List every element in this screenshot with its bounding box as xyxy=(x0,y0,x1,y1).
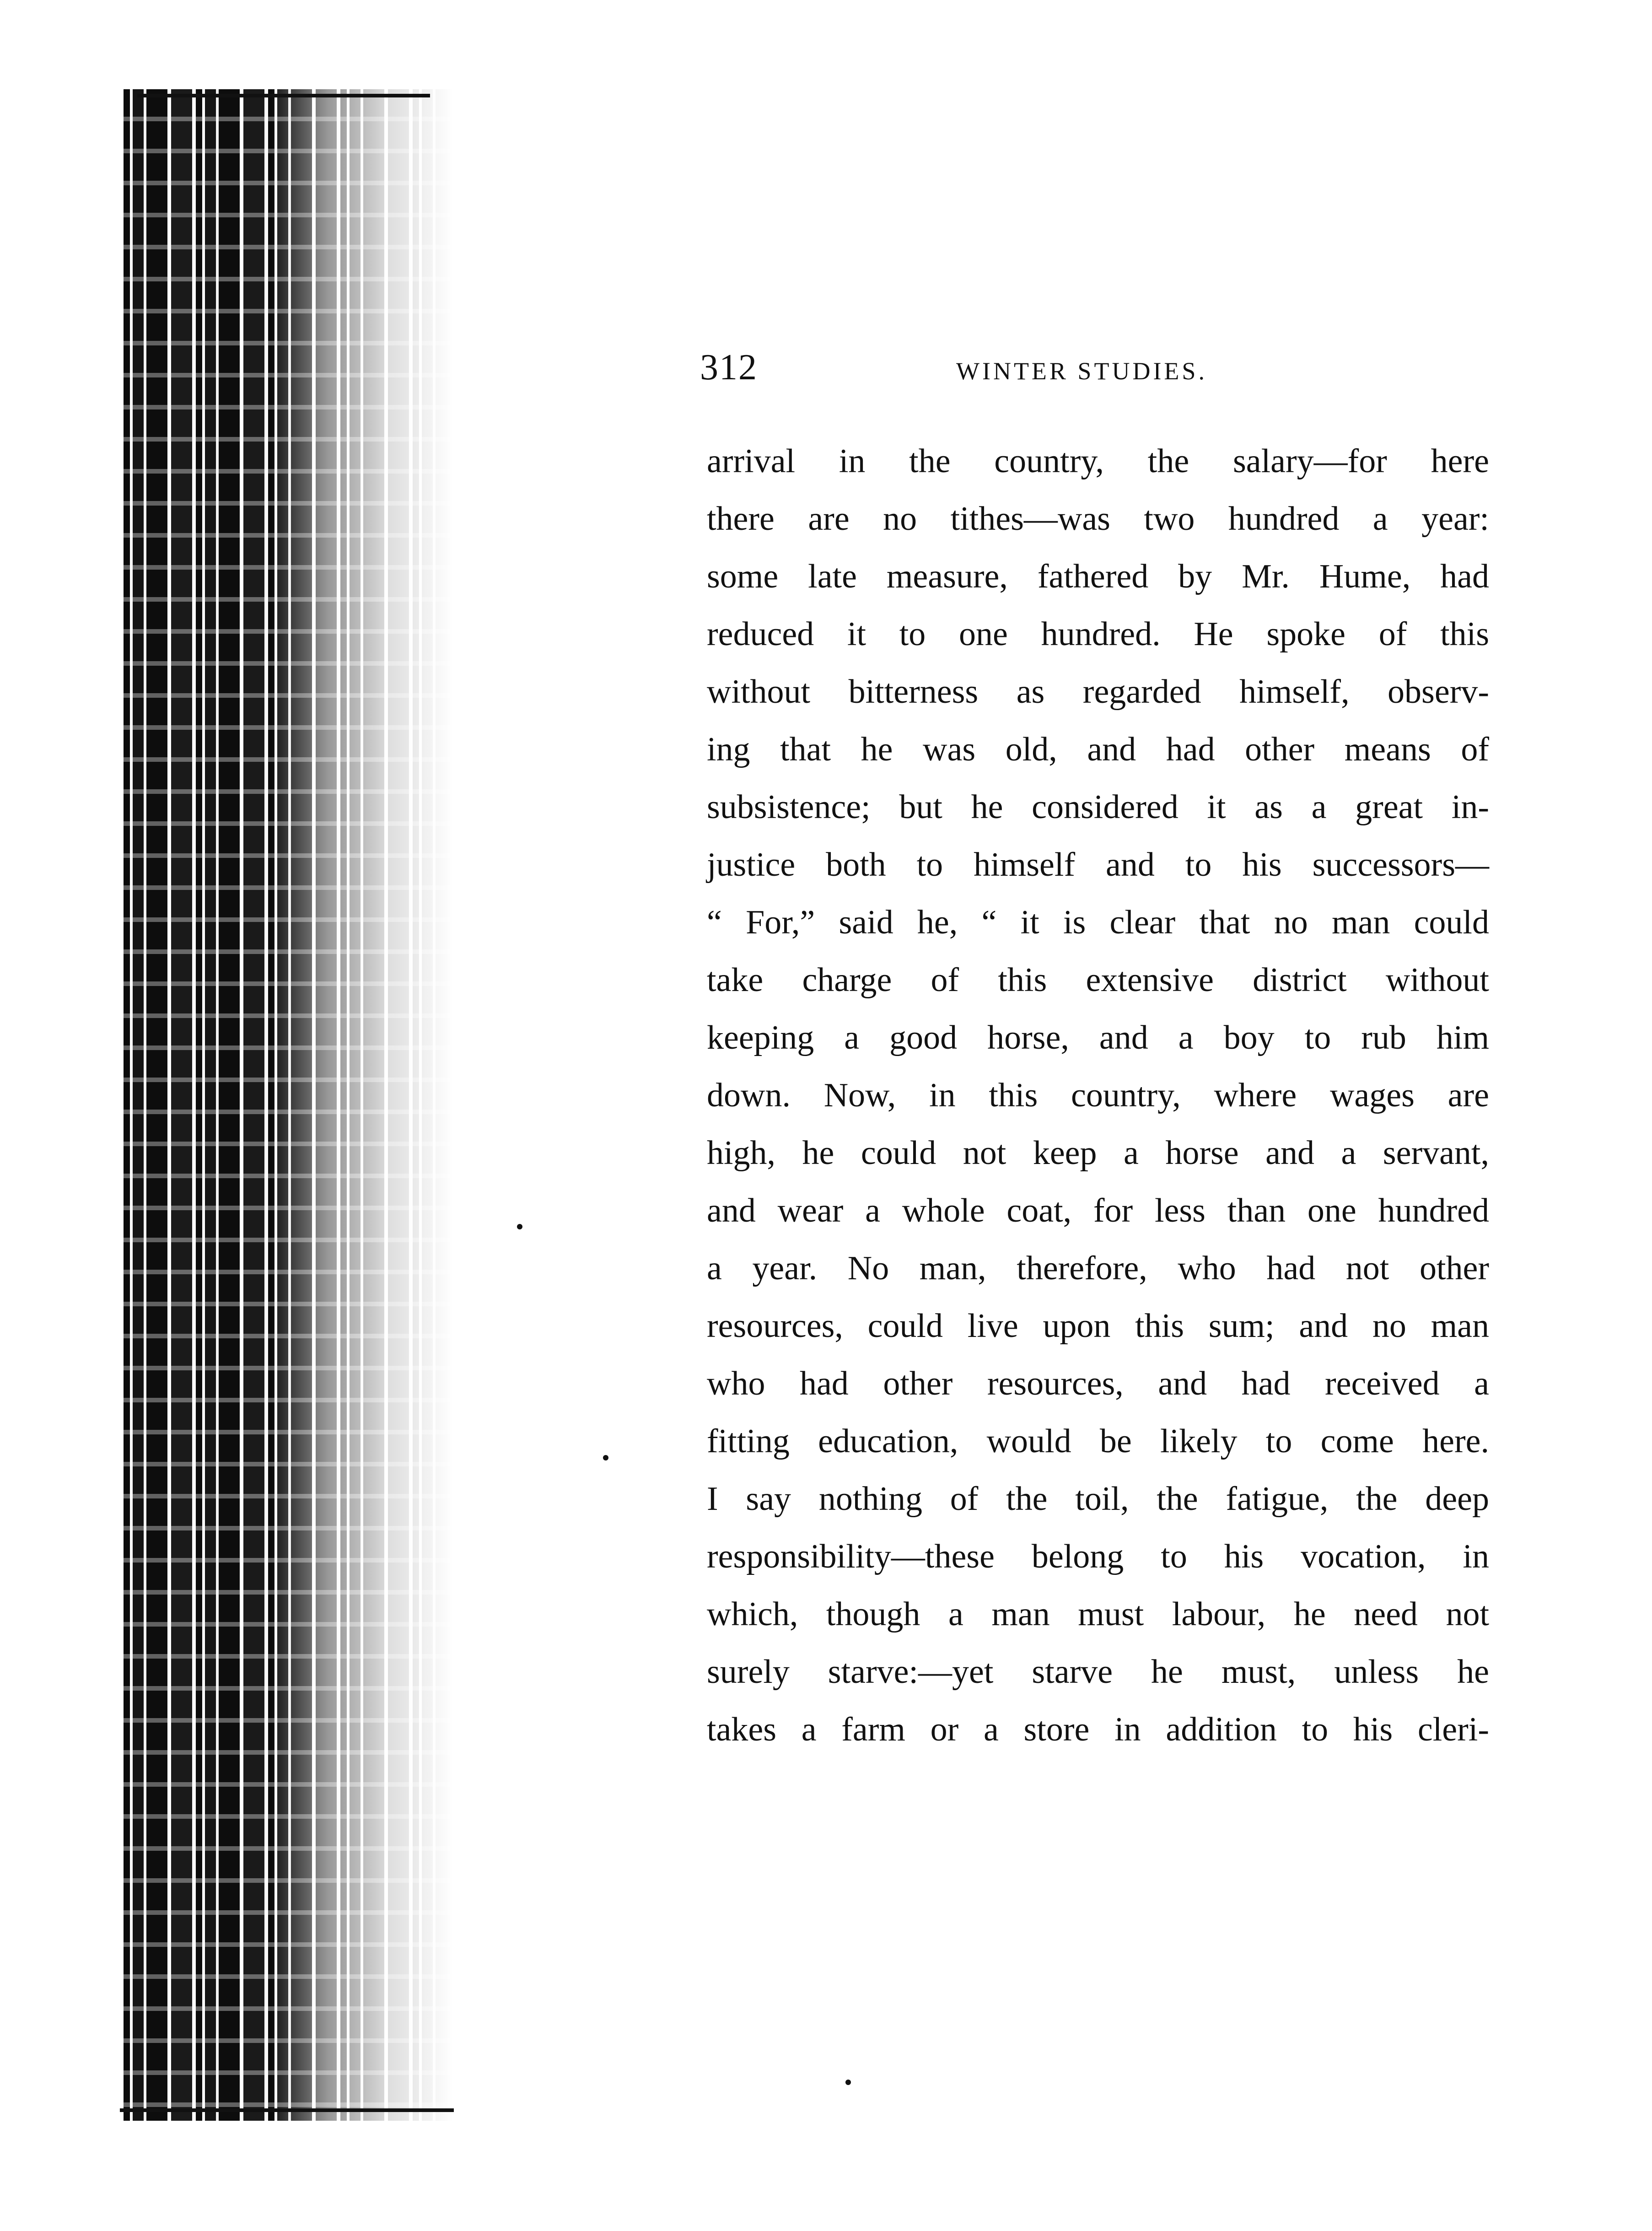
text-line: subsistence; but he considered it as a great in- xyxy=(707,788,1489,826)
text-line: ing that he was old, and had other means of xyxy=(707,731,1489,768)
text-line: a year. No man, therefore, who had not other xyxy=(707,1250,1489,1287)
text-line: some late measure, fathered by Mr. Hume, had xyxy=(707,558,1489,595)
text-line: and wear a whole coat, for less than one hundred xyxy=(707,1192,1489,1229)
body-text xyxy=(707,432,1489,1758)
text-line: down. Now, in this country, where wages are xyxy=(707,1077,1489,1114)
text-line: reduced it to one hundred. He spoke of this xyxy=(707,615,1489,653)
scan-speck xyxy=(603,1455,608,1460)
text-line: surely starve:—yet starve he must, unless he xyxy=(707,1653,1489,1691)
text-line: take charge of this extensive district without xyxy=(707,961,1489,999)
scanned-gutter-speckle xyxy=(124,89,453,2121)
text-line: responsibility—these belong to his vocation, in xyxy=(707,1538,1489,1575)
scan-speck xyxy=(517,1224,522,1229)
text-line: I say nothing of the toil, the fatigue, the deep xyxy=(707,1480,1489,1518)
text-line: there are no tithes—was two hundred a year: xyxy=(707,500,1489,538)
text-line: takes a farm or a store in addition to his cleri- xyxy=(707,1711,1489,1748)
text-line: who had other resources, and had received a xyxy=(707,1365,1489,1402)
text-line: justice both to himself and to his successors— xyxy=(707,846,1489,884)
text-line: keeping a good horse, and a boy to rub him xyxy=(707,1019,1489,1056)
text-line: arrival in the country, the salary—for here xyxy=(707,442,1489,480)
book-edge-top-line xyxy=(137,94,430,97)
page-number: 312 xyxy=(700,347,758,388)
running-title: WINTER STUDIES. xyxy=(956,357,1207,385)
text-line: resources, could live upon this sum; and no man xyxy=(707,1307,1489,1345)
text-line: without bitterness as regarded himself, observ- xyxy=(707,673,1489,711)
text-line: which, though a man must labour, he need not xyxy=(707,1595,1489,1633)
book-edge-bottom-line xyxy=(120,2108,454,2112)
text-line: high, he could not keep a horse and a servant, xyxy=(707,1134,1489,1172)
scan-speck xyxy=(845,2080,851,2085)
running-head xyxy=(700,342,1487,393)
text-line: “ For,” said he, “ it is clear that no man could xyxy=(707,904,1489,941)
text-line: fitting education, would be likely to come here. xyxy=(707,1423,1489,1460)
